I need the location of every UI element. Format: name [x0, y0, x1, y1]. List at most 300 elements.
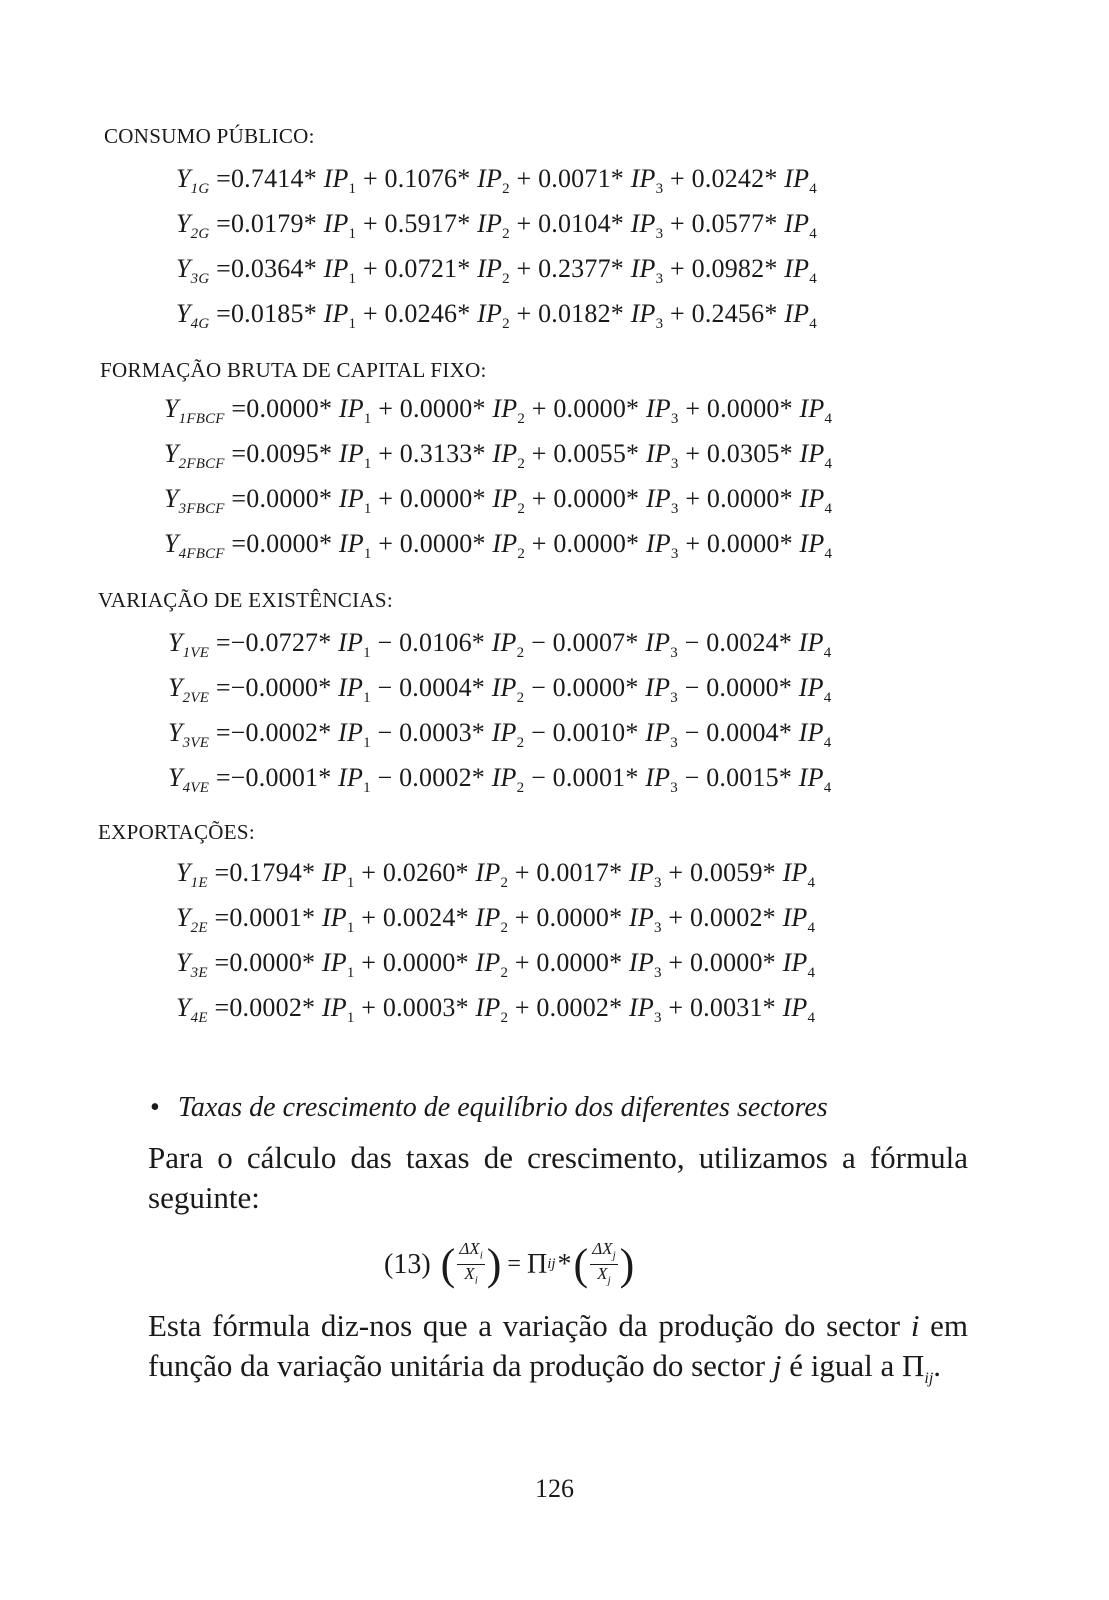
ip-symbol: IP [321, 903, 347, 932]
operator: + [668, 993, 684, 1022]
page-number: 126 [535, 1474, 574, 1503]
star: * [625, 673, 639, 702]
coefficient: 0.0003 [382, 993, 456, 1022]
ip-symbol: IP [645, 763, 671, 792]
star: * [318, 718, 332, 747]
equals-sign: =− [215, 673, 246, 702]
coefficient: 0.2377 [538, 254, 611, 283]
coefficient: 0.0055 [553, 439, 627, 468]
ip-subscript: 3 [670, 735, 678, 751]
ip-subscript: 2 [517, 411, 526, 427]
equation-row [168, 763, 832, 796]
coefficient: 0.0001 [229, 903, 303, 932]
ip-subscript: 2 [516, 780, 525, 796]
coefficient: 0.0000 [399, 529, 473, 558]
coefficient: 0.0024 [382, 903, 456, 932]
ip-symbol: IP [338, 673, 364, 702]
coefficient: 0.0260 [382, 858, 456, 887]
ip-symbol: IP [492, 394, 518, 423]
ip-symbol: IP [645, 439, 671, 468]
coefficient: 0.0577 [691, 209, 765, 238]
operator: + [685, 439, 701, 468]
ip-subscript: 4 [824, 456, 833, 472]
paragraph-explanation [148, 1306, 968, 1399]
equation-row [176, 993, 816, 1026]
star: * [625, 628, 639, 657]
ip-subscript: 1 [363, 456, 372, 472]
equation-row [176, 209, 817, 242]
equals-sign: = [216, 299, 231, 328]
coefficient: 0.0246 [384, 299, 458, 328]
y-symbol: Y [164, 394, 179, 423]
y-symbol: Y [176, 299, 191, 328]
paren-close-icon-2: ) [619, 1239, 635, 1289]
ip-symbol: IP [477, 254, 503, 283]
equation-row [168, 673, 832, 706]
operator: + [378, 529, 394, 558]
ip-subscript: 2 [502, 316, 510, 332]
operator: + [670, 254, 685, 283]
y-subscript: 1VE [182, 645, 210, 661]
ip-symbol: IP [477, 209, 503, 238]
bullet-heading [150, 1092, 828, 1124]
rhs-den: X [597, 1264, 608, 1284]
star: * [626, 439, 640, 468]
ip-symbol: IP [782, 993, 808, 1022]
operator: + [378, 439, 394, 468]
equals-sign: = [231, 529, 247, 558]
coefficient: 0.1794 [229, 858, 303, 887]
para2-j: j [772, 1348, 782, 1383]
ip-symbol: IP [491, 628, 517, 657]
operator: + [362, 164, 378, 193]
coefficient: 0.0007 [552, 628, 626, 657]
paragraph-intro: Para o cálculo das taxas de crescimento, utilizamos a fórmula seguinte: [148, 1140, 968, 1215]
star: * [472, 529, 486, 558]
ip-subscript: 1 [348, 316, 357, 332]
coefficient: 0.0000 [706, 394, 780, 423]
star: * [762, 903, 776, 932]
equation-row [176, 254, 817, 287]
star: * [455, 948, 469, 977]
ip-subscript: 3 [653, 1010, 662, 1026]
operator: − [531, 718, 546, 747]
coefficient: 0.3133 [399, 439, 473, 468]
operator: + [378, 484, 394, 513]
ip-subscript: 4 [823, 780, 832, 796]
star: * [610, 164, 624, 193]
operator: − [377, 718, 393, 747]
coefficient: 0.0000 [399, 394, 473, 423]
star: * [779, 439, 793, 468]
ip-subscript: 3 [655, 316, 664, 332]
formula-13 [384, 1240, 634, 1290]
coefficient: 0.0000 [553, 394, 627, 423]
coefficient: 0.0002 [245, 718, 319, 747]
coefficient: 0.2456 [691, 299, 765, 328]
operator: − [377, 673, 393, 702]
operator: + [516, 164, 532, 193]
star: * [303, 209, 317, 238]
ip-subscript: 1 [346, 1010, 355, 1026]
ip-symbol: IP [492, 529, 518, 558]
ip-subscript: 4 [823, 645, 832, 661]
ip-subscript: 2 [516, 735, 525, 751]
ip-subscript: 2 [516, 690, 525, 706]
star: * [457, 299, 471, 328]
coefficient: 0.0001 [245, 763, 319, 792]
star: * [609, 948, 623, 977]
star: * [303, 254, 317, 283]
operator: + [361, 903, 377, 932]
ip-symbol: IP [323, 299, 349, 328]
star: * [764, 209, 778, 238]
section-heading-variacao-existencias: VARIAÇÃO DE EXISTÊNCIAS: [98, 588, 393, 612]
equation-row [176, 299, 817, 332]
coefficient: 0.0059 [689, 858, 763, 887]
ip-subscript: 2 [502, 181, 510, 197]
coefficient: 0.7414 [230, 164, 304, 193]
coefficient: 0.0071 [538, 164, 611, 193]
operator: − [684, 628, 700, 657]
ip-symbol: IP [799, 529, 825, 558]
coefficient: 0.0000 [706, 484, 780, 513]
y-subscript: 4VE [182, 780, 210, 796]
ip-symbol: IP [323, 254, 349, 283]
formula-equals: = [507, 1251, 521, 1278]
y-subscript: 2FBCF [178, 456, 225, 472]
lhs-den: X [464, 1264, 475, 1284]
equation-row [176, 164, 817, 197]
ip-symbol: IP [492, 484, 518, 513]
operator: + [514, 903, 530, 932]
ip-subscript: 4 [807, 920, 816, 936]
bullet-dot: • [150, 1092, 160, 1123]
ip-symbol: IP [645, 394, 671, 423]
star: * [318, 763, 332, 792]
ip-subscript: 1 [363, 735, 371, 751]
star: * [318, 673, 332, 702]
star: * [457, 209, 471, 238]
operator: + [685, 394, 701, 423]
star: * [303, 164, 317, 193]
star: * [318, 394, 333, 423]
coefficient: 0.0000 [689, 948, 763, 977]
ip-symbol: IP [475, 858, 501, 887]
star: * [318, 628, 332, 657]
ip-subscript: 3 [655, 226, 664, 242]
ip-symbol: IP [784, 209, 810, 238]
star: * [762, 993, 776, 1022]
equation-row [164, 484, 833, 517]
coefficient: 0.0010 [552, 718, 626, 747]
coefficient: 0.0002 [536, 993, 610, 1022]
formula-pi-sub: ij [547, 1256, 556, 1273]
ip-subscript: 3 [653, 875, 662, 891]
ip-subscript: 1 [346, 920, 355, 936]
equals-sign: = [214, 993, 230, 1022]
operator: + [514, 993, 530, 1022]
star: * [762, 858, 776, 887]
ip-symbol: IP [321, 948, 347, 977]
operator: + [378, 394, 394, 423]
star: * [303, 299, 317, 328]
star: * [764, 164, 778, 193]
star: * [455, 993, 469, 1022]
star: * [625, 718, 639, 747]
operator: − [684, 673, 700, 702]
y-symbol: Y [168, 718, 183, 747]
operator: + [361, 858, 377, 887]
star: * [609, 858, 623, 887]
equals-sign: = [214, 948, 230, 977]
ip-symbol: IP [799, 394, 825, 423]
ip-symbol: IP [645, 673, 671, 702]
ip-symbol: IP [798, 763, 824, 792]
operator: − [531, 673, 546, 702]
star: * [472, 484, 486, 513]
para2-end: . [933, 1348, 942, 1383]
ip-symbol: IP [799, 484, 825, 513]
star: * [764, 299, 778, 328]
rhs-num: ΔX [592, 1239, 613, 1258]
ip-symbol: IP [629, 993, 654, 1022]
star: * [764, 254, 778, 283]
coefficient: 0.0000 [246, 529, 319, 558]
equals-sign: = [231, 439, 247, 468]
ip-subscript: 4 [807, 1010, 816, 1026]
coefficient: 0.0004 [706, 718, 779, 747]
operator: − [377, 763, 393, 792]
coefficient: 0.0000 [399, 484, 473, 513]
y-symbol: Y [176, 254, 191, 283]
paren-close-icon: ) [486, 1239, 502, 1289]
star: * [625, 763, 639, 792]
ip-subscript: 3 [653, 920, 662, 936]
ip-subscript: 3 [670, 411, 679, 427]
y-subscript: 4FBCF [178, 546, 225, 562]
ip-symbol: IP [323, 164, 349, 193]
ip-symbol: IP [782, 858, 808, 887]
equals-sign: = [216, 254, 231, 283]
y-subscript: 3G [190, 271, 210, 287]
ip-symbol: IP [798, 628, 824, 657]
para2-part3: é igual a [781, 1348, 903, 1383]
paren-open-icon-2: ( [573, 1239, 589, 1289]
lhs-num-sub: i [479, 1249, 483, 1262]
star: * [302, 903, 316, 932]
coefficient: 0.0000 [382, 948, 456, 977]
y-subscript: 4G [190, 316, 210, 332]
y-subscript: 4E [190, 1010, 208, 1026]
ip-symbol: IP [338, 439, 364, 468]
ip-subscript: 1 [363, 411, 372, 427]
ip-subscript: 4 [823, 690, 832, 706]
ip-subscript: 3 [670, 546, 679, 562]
ip-symbol: IP [645, 529, 671, 558]
equals-sign: =− [215, 718, 246, 747]
operator: + [668, 903, 684, 932]
ip-subscript: 2 [500, 875, 509, 891]
coefficient: 0.0000 [246, 394, 319, 423]
ip-subscript: 2 [502, 226, 510, 242]
star: * [778, 718, 793, 747]
operator: + [531, 394, 547, 423]
y-subscript: 1E [190, 875, 208, 891]
star: * [609, 993, 623, 1022]
ip-symbol: IP [645, 484, 671, 513]
operator: − [377, 628, 393, 657]
ip-subscript: 4 [824, 546, 833, 562]
operator: + [516, 209, 532, 238]
formula-star: * [557, 1248, 572, 1280]
ip-subscript: 1 [348, 226, 357, 242]
coefficient: 0.0000 [536, 903, 610, 932]
ip-symbol: IP [629, 858, 654, 887]
y-subscript: 3FBCF [178, 501, 225, 517]
y-subscript: 1FBCF [178, 411, 225, 427]
star: * [610, 209, 624, 238]
ip-symbol: IP [475, 993, 501, 1022]
section-heading-consumo-publico: CONSUMO PÚBLICO: [104, 124, 315, 148]
ip-symbol: IP [645, 628, 671, 657]
y-symbol: Y [164, 529, 179, 558]
star: * [610, 299, 624, 328]
coefficient: 0.0002 [229, 993, 303, 1022]
y-subscript: 2E [190, 920, 208, 936]
y-symbol: Y [168, 763, 183, 792]
bullet-text: Taxas de crescimento de equilíbrio dos diferentes sectores [177, 1092, 828, 1123]
coefficient: 0.0000 [246, 484, 319, 513]
star: * [778, 763, 793, 792]
star: * [302, 993, 316, 1022]
equation-row [168, 628, 832, 661]
coefficient: 0.0003 [399, 718, 472, 747]
operator: − [684, 763, 700, 792]
star: * [457, 254, 471, 283]
y-symbol: Y [176, 858, 191, 887]
operator: − [531, 628, 546, 657]
y-symbol: Y [176, 948, 191, 977]
y-symbol: Y [168, 628, 183, 657]
coefficient: 0.0185 [230, 299, 304, 328]
coefficient: 0.0000 [552, 673, 626, 702]
star: * [472, 394, 486, 423]
operator: − [531, 763, 546, 792]
equation-row [168, 718, 832, 751]
lhs-den-sub: i [474, 1274, 478, 1287]
ip-symbol: IP [630, 164, 656, 193]
equals-sign: = [214, 903, 230, 932]
star: * [455, 903, 469, 932]
star: * [779, 529, 793, 558]
y-subscript: 1G [190, 181, 210, 197]
equals-sign: = [216, 209, 231, 238]
operator: + [531, 484, 547, 513]
coefficient: 0.0000 [536, 948, 610, 977]
coefficient: 0.0000 [229, 948, 303, 977]
coefficient: 0.0004 [399, 673, 472, 702]
ip-symbol: IP [798, 718, 824, 747]
coefficient: 0.0104 [538, 209, 611, 238]
ip-subscript: 2 [516, 645, 525, 661]
operator: + [531, 439, 547, 468]
operator: − [684, 718, 700, 747]
coefficient: 0.0721 [384, 254, 458, 283]
ip-subscript: 3 [670, 645, 678, 661]
ip-subscript: 3 [653, 965, 662, 981]
ip-symbol: IP [477, 164, 503, 193]
y-subscript: 3E [190, 965, 208, 981]
operator: + [668, 948, 684, 977]
operator: + [362, 209, 378, 238]
equals-sign: = [231, 484, 247, 513]
star: * [471, 718, 485, 747]
equals-sign: = [214, 858, 230, 887]
ip-subscript: 1 [363, 690, 371, 706]
ip-symbol: IP [491, 763, 517, 792]
coefficient: 0.0000 [706, 529, 780, 558]
y-subscript: 2G [190, 226, 210, 242]
star: * [626, 394, 640, 423]
coefficient: 0.0031 [689, 993, 763, 1022]
star: * [472, 439, 486, 468]
ip-subscript: 1 [363, 546, 372, 562]
rhs-fraction [590, 1240, 617, 1290]
ip-symbol: IP [629, 903, 654, 932]
coefficient: 0.0179 [230, 209, 304, 238]
ip-symbol: IP [321, 858, 347, 887]
operator: + [361, 948, 377, 977]
coefficient: 0.0182 [538, 299, 611, 328]
ip-subscript: 4 [809, 316, 817, 332]
ip-subscript: 4 [807, 875, 816, 891]
section-heading-fbcf: FORMAÇÃO BRUTA DE CAPITAL FIXO: [100, 358, 487, 382]
star: * [609, 903, 623, 932]
equation-row [176, 948, 816, 981]
equation-row [164, 394, 833, 427]
coefficient: 0.1076 [384, 164, 458, 193]
ip-symbol: IP [338, 529, 364, 558]
ip-subscript: 1 [363, 645, 371, 661]
ip-symbol: IP [629, 948, 654, 977]
ip-subscript: 4 [809, 271, 817, 287]
ip-symbol: IP [491, 673, 517, 702]
star: * [302, 858, 316, 887]
operator: + [361, 993, 377, 1022]
operator: + [516, 254, 532, 283]
ip-subscript: 4 [824, 411, 833, 427]
ip-symbol: IP [784, 299, 810, 328]
operator: + [685, 529, 701, 558]
ip-symbol: IP [338, 484, 364, 513]
star: * [762, 948, 776, 977]
y-symbol: Y [164, 484, 179, 513]
ip-symbol: IP [782, 903, 808, 932]
ip-symbol: IP [491, 718, 517, 747]
equals-sign: =− [215, 763, 246, 792]
y-symbol: Y [168, 673, 183, 702]
ip-subscript: 1 [363, 501, 372, 517]
lhs-num: ΔX [459, 1239, 480, 1258]
star: * [457, 164, 471, 193]
ip-symbol: IP [784, 164, 810, 193]
star: * [471, 763, 485, 792]
coefficient: 0.0017 [536, 858, 610, 887]
operator: + [516, 299, 532, 328]
formula-label: (13) [384, 1248, 431, 1280]
ip-subscript: 2 [500, 1010, 509, 1026]
